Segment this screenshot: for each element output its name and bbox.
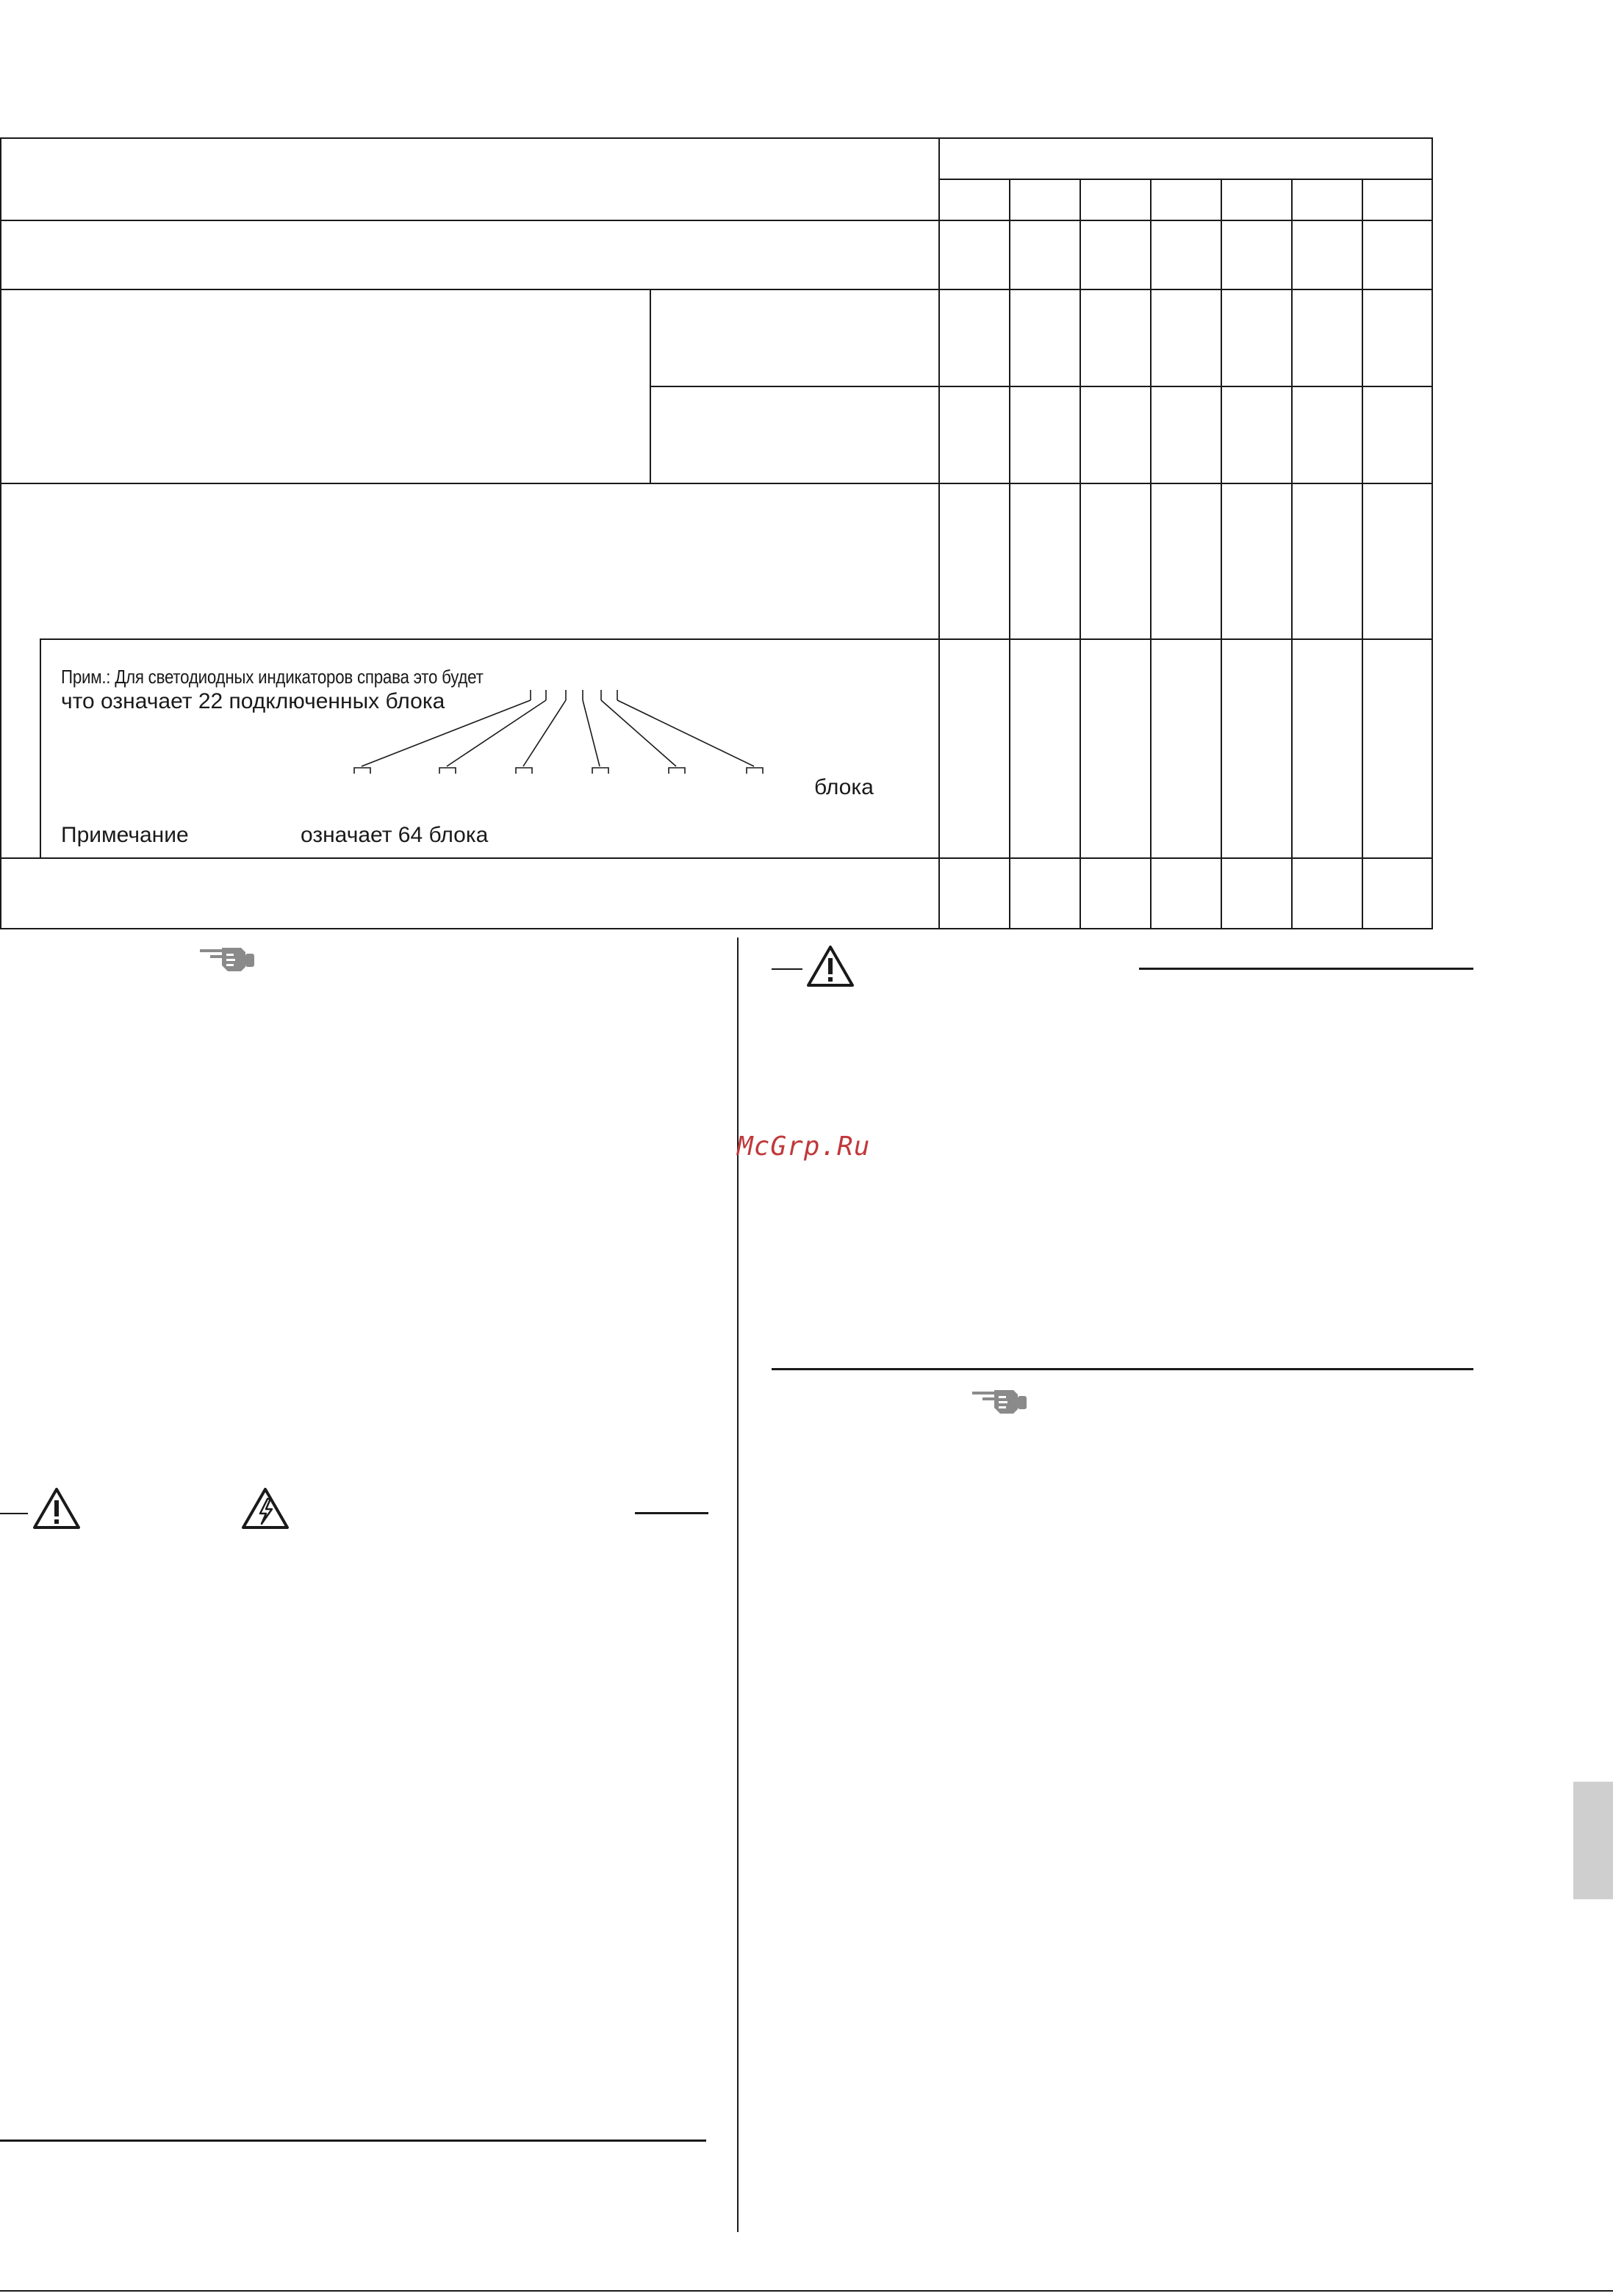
hand-pointer-icon xyxy=(972,1387,1030,1417)
table-sub-divider xyxy=(650,289,651,484)
warning-rule-short xyxy=(772,968,802,970)
note-line-2: что означает 22 подключенных блока xyxy=(61,689,445,713)
table-row-line-1 xyxy=(0,220,1433,221)
electrical-hazard-icon xyxy=(241,1487,290,1530)
table-border-left xyxy=(0,137,1,929)
table-border-top xyxy=(0,137,1433,139)
table-col-divider xyxy=(1150,179,1152,929)
warning-rule-right xyxy=(635,1512,708,1514)
warning-rule-right xyxy=(1139,968,1473,970)
note-value: означает 64 блока xyxy=(301,823,489,847)
table-header-subline xyxy=(938,179,1433,180)
hand-pointer-icon xyxy=(200,945,257,974)
blocks-label: блока xyxy=(814,775,874,799)
table-col-divider xyxy=(1291,179,1293,929)
table-col-divider xyxy=(1009,179,1010,929)
page-side-tab xyxy=(1573,1782,1613,1899)
led-connector-diagram xyxy=(338,687,779,782)
warning-rule-short xyxy=(0,1513,28,1514)
table-col-divider xyxy=(1079,179,1081,929)
table-border-right xyxy=(1431,137,1433,929)
table-row-line-5 xyxy=(40,638,1433,640)
table-row-line-4 xyxy=(0,483,1433,484)
note-label: Примечание xyxy=(61,823,189,847)
table-row-line-6 xyxy=(0,857,1433,859)
left-column-bottom-rule xyxy=(0,2140,706,2142)
table-col-divider xyxy=(1362,179,1363,929)
right-section-rule xyxy=(772,1368,1473,1370)
watermark: McGrp.Ru xyxy=(737,1131,871,1162)
table-row-line-3 xyxy=(650,386,1433,387)
note-line-1: Прим.: Для светодиодных индикаторов справа это будет xyxy=(61,666,484,688)
table-col-divider xyxy=(1221,179,1222,929)
warning-triangle-icon xyxy=(806,945,855,987)
warning-triangle-icon xyxy=(32,1487,81,1530)
table-row-line-2 xyxy=(0,289,1433,290)
table-label-divider xyxy=(938,137,940,929)
footer-rule xyxy=(0,2290,1613,2292)
table-border-bottom xyxy=(0,928,1433,929)
note-box-left xyxy=(40,638,41,859)
